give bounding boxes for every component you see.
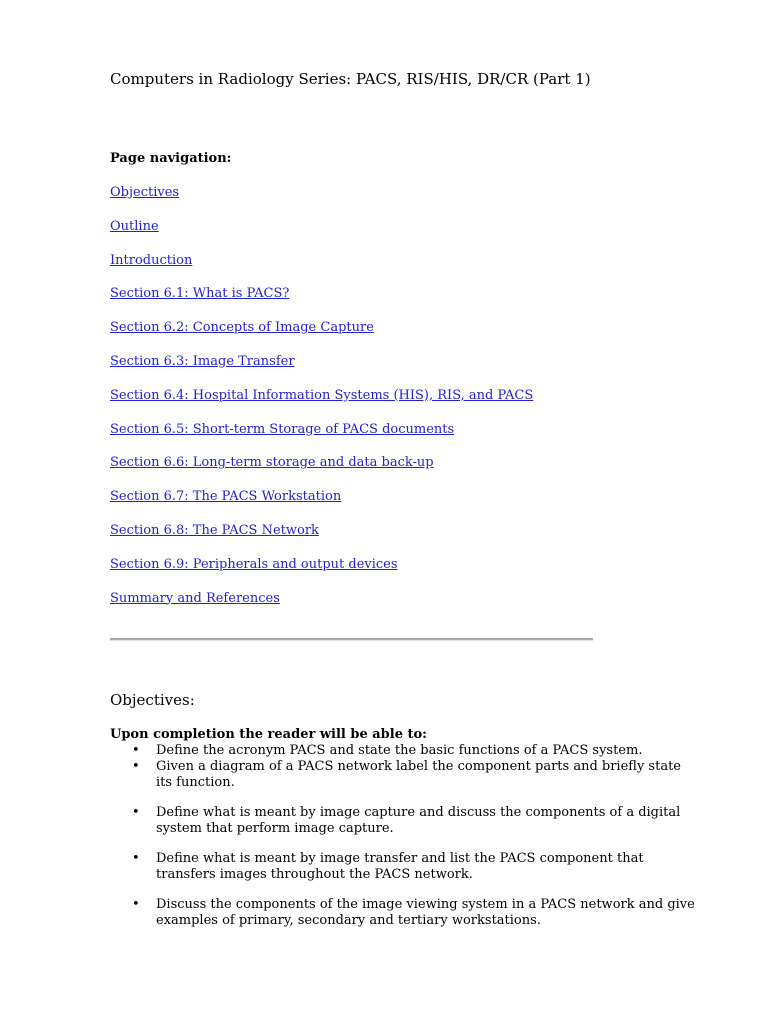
page-title: Computers in Radiology Series: PACS, RIS/HIS, DR/CR (Part 1) (110, 70, 591, 88)
bullet-icon: • (132, 897, 140, 912)
nav-item-section-6-1 (110, 285, 533, 319)
nav-link-section-6-1[interactable]: Section 6.1: What is PACS? (110, 286, 290, 302)
nav-item-introduction (110, 252, 533, 286)
nav-item-section-6-4 (110, 387, 533, 421)
nav-link-section-6-4[interactable]: Section 6.4: Hospital Information Systems (HIS), RIS, and PACS (110, 387, 534, 403)
nav-item-section-6-3 (110, 353, 533, 387)
nav-item-section-6-7 (110, 488, 533, 522)
nav-link-introduction[interactable]: Introduction (110, 252, 193, 268)
nav-link-section-6-7[interactable]: Section 6.7: The PACS Workstation (110, 489, 342, 505)
bullet-icon: • (132, 759, 140, 774)
objective-text: Define what is meant by image capture and discuss the components of a digital system that perform image capture. (156, 805, 681, 836)
nav-link-section-6-6[interactable]: Section 6.6: Long-term storage and data back-up (110, 455, 434, 471)
bullet-icon: • (132, 851, 140, 866)
objectives-heading: Objectives: (110, 691, 195, 709)
nav-link-outline[interactable]: Outline (110, 218, 159, 234)
objective-text: Define the acronym PACS and state the basic functions of a PACS system. (156, 743, 643, 758)
nav-item-section-6-6 (110, 454, 533, 488)
nav-item-section-6-2 (110, 319, 533, 353)
nav-link-section-6-5[interactable]: Section 6.5: Short-term Storage of PACS documents (110, 421, 455, 437)
bullet-icon: • (132, 743, 140, 758)
page-navigation-list (110, 184, 533, 623)
nav-link-section-6-2[interactable]: Section 6.2: Concepts of Image Capture (110, 320, 374, 336)
nav-item-outline (110, 218, 533, 252)
objectives-lead: Upon completion the reader will be able to: (110, 727, 427, 742)
bullet-icon: • (132, 805, 140, 820)
nav-link-section-6-9[interactable]: Section 6.9: Peripherals and output devices (110, 556, 398, 572)
nav-item-objectives (110, 184, 533, 218)
nav-item-section-6-5 (110, 421, 533, 455)
objectives-list (110, 743, 710, 929)
page-navigation-heading: Page navigation: (110, 151, 232, 166)
horizontal-divider (110, 638, 593, 641)
objective-item (110, 851, 701, 883)
nav-item-section-6-8 (110, 522, 533, 556)
nav-item-summary (110, 590, 533, 624)
objective-item (110, 897, 701, 929)
nav-link-section-6-8[interactable]: Section 6.8: The PACS Network (110, 522, 319, 538)
nav-link-section-6-3[interactable]: Section 6.3: Image Transfer (110, 353, 295, 369)
nav-item-section-6-9 (110, 556, 533, 590)
objective-item (110, 759, 701, 791)
objective-item (110, 805, 701, 837)
objective-text: Define what is meant by image transfer and list the PACS component that transfers images throughout the PACS network. (156, 851, 644, 882)
objective-text: Given a diagram of a PACS network label the component parts and briefly state its function. (156, 759, 681, 790)
objective-item (110, 743, 701, 759)
nav-link-summary-references[interactable]: Summary and References (110, 590, 280, 606)
objective-text: Discuss the components of the image viewing system in a PACS network and give examples of primary, secondary and tertiary workstations. (156, 897, 695, 928)
nav-link-objectives[interactable]: Objectives (110, 185, 180, 200)
